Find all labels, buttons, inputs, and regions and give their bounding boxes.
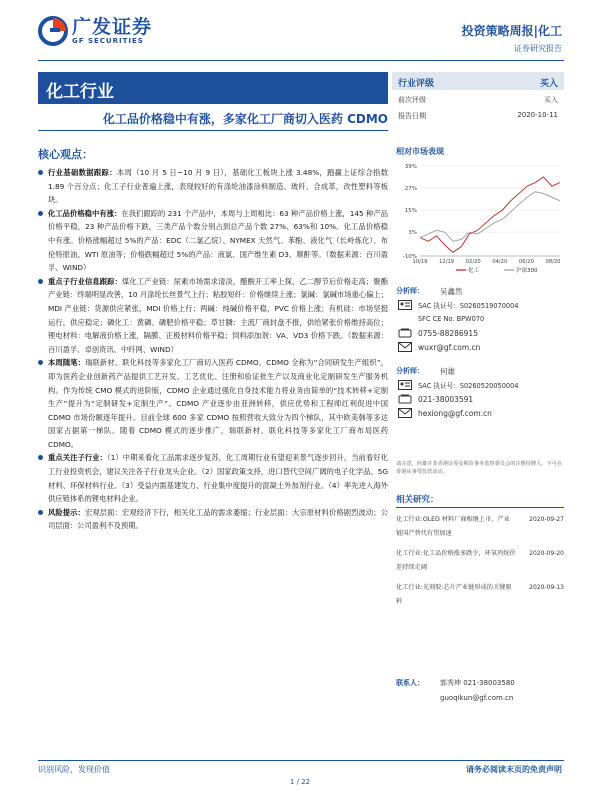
report-date-label: 报告日期 [398, 112, 426, 120]
industry-title: 化工行业 [38, 72, 388, 104]
y-tick-label: 3% [408, 230, 417, 237]
paragraph-risk [38, 506, 388, 533]
logo-cn: 广发证券 [72, 16, 153, 38]
rating-value: 买入 [539, 79, 558, 89]
bullet-icon [38, 170, 43, 175]
analyst-1 [396, 284, 564, 354]
y-tick-label: 39% [404, 164, 417, 170]
x-tick-label: 12/19 [439, 259, 455, 265]
bullet-icon [38, 211, 43, 216]
legend-label: 化工 [468, 268, 480, 274]
paragraph-subindustry [38, 275, 388, 357]
email-icon [398, 342, 412, 352]
bullet-icon [38, 279, 43, 284]
para-text: 瑞联新材、联化科技等多家化工厂商切入医药 CDMO。CDMO 全称为“合同研发生产组织”，即为医药企业创新药产品提供工艺开发、工艺优化、注册和验证批生产以及商业化定制研发生产服务机构。作为传统 CMO 模式的进阶版，CDMO 企业通过强化自身技术能力将业务由简单的“技术转移+定制生产”提升为“定制研发+定制生产”。CDMO 产业逐步由亚洲转移，供应优势和工程师红利促进中国 CDMO 市场份额逐年提升。目前全球 600 多家 CDMO 按照营收大致分为四个梯队，其中欧美韩等多达国家占据第一梯队。随着 CDMO 模式的逐步推广，瑞联新材、联化科技等多家化工厂商布局医药 CDMO。 [48, 358, 389, 449]
prev-rating-value: 买入 [544, 96, 558, 104]
analyst-phone: 0755-88286915 [418, 328, 478, 338]
contact-label: 联系人： [396, 678, 424, 687]
related-item-text: 化工行业:光刻胶:芯片产业链形成的关键原料 [396, 584, 512, 605]
phone-icon [398, 328, 412, 338]
report-subtitle: 证券研究报告 [514, 44, 562, 53]
related-item-date: 2020-09-13 [529, 584, 564, 591]
analyst-email[interactable]: wuxr@gf.com.cn [418, 342, 481, 352]
footer-disclaimer: 请务必阅读末页的免责声明 [466, 765, 562, 774]
x-tick-label: 08/20 [545, 259, 561, 265]
related-item-date: 2020-09-20 [529, 550, 564, 557]
related-divider [396, 507, 564, 508]
main-column [38, 166, 388, 533]
para-lead: 化工品价格稳中有涨： [48, 208, 122, 218]
analyst-label: 分析师： [396, 287, 424, 295]
footer-divider [38, 760, 564, 761]
header-divider [38, 60, 564, 61]
para-text: 宏观层面：宏观经济下行，相关化工品的需求萎缩；行业层面：大宗原材料价格剧烈波动；公司层面：公司盈利不及预期。 [48, 507, 388, 531]
related-item-date: 2020-09-27 [529, 516, 564, 523]
x-tick-label: 10/19 [412, 259, 428, 265]
page-number: 1 / 22 [289, 778, 311, 786]
analyst-sac: SAC 执证号：S0260519070004 [418, 302, 519, 310]
footer-slogan: 识别风险，发现价值 [38, 765, 110, 774]
analyst-name: 何雄 [440, 366, 455, 376]
x-tick-label: 06/20 [518, 259, 534, 265]
paragraph-price [38, 207, 388, 275]
blank-icon [398, 314, 412, 324]
title-divider [38, 130, 388, 131]
contact-value: 郭秀坤 021-38003580 [440, 678, 515, 687]
phone-icon [398, 394, 412, 404]
related-item[interactable] [396, 547, 564, 575]
analyst-2 [396, 364, 564, 420]
para-lead: 风险提示： [48, 507, 85, 517]
para-lead: 行业基础数据跟踪： [48, 168, 117, 177]
paragraph-focus [38, 451, 388, 505]
series-line-chemical [420, 177, 560, 252]
logo-en: GF SECURITIES [72, 37, 144, 45]
x-tick-label: 04/20 [492, 259, 508, 265]
para-lead: 本周随笔： [48, 358, 86, 368]
legend-label: 沪深300 [516, 268, 538, 274]
series-line-hs300 [420, 192, 560, 242]
analyst-sac: SAC 执证号：S0260520050004 [418, 382, 519, 390]
disclaimer-note: 请注意，何雄并非香港证券及期货事务监察委员会的注册持牌人，不可在香港从事受监管活动。 [396, 461, 563, 475]
para-text: （1）中期来看化工品需求逐步复苏，化工周期行业有望迎来景气逐步回升，当前看好化工行业投资机会，建议关注各子行业龙头企业。（2）国家政策支持，进口替代空间广阔的电子化学品、5G 材料、环保材料行业。（3）受益内需基建发力、行业集中度提升的混凝土外加剂行业。（4）率先进入海外供应链体系的锂电材料企业。 [48, 453, 389, 504]
para-lead: 重点关注子行业： [48, 453, 107, 463]
para-lead: 重点子行业信息跟踪： [48, 276, 122, 286]
para-text: 在我们跟踪的 231 个产品中，本周与上周相比：63 种产品价格上涨，145 种产品价格平稳，23 种产品价格下跌，三类产品个数分别占到总产品个数 27%、63%和 10%。化工品价格稳中有涨。价格涨幅超过 5%的产品：EDC（二氯乙烷）、NYMEX 天然气、苯酚、液化气（长岭炼化）、布伦特原油、WTI 原油等；价格跌幅超过 5%的产品：液氯、国产维生素 D3、顺酐等。（数据来源：百川盈孚、WIND） [48, 208, 389, 273]
y-tick-label: 27% [404, 186, 417, 193]
bullet-icon [38, 510, 43, 515]
bullet-icon [38, 360, 43, 365]
related-item[interactable] [396, 581, 564, 609]
email-icon [398, 408, 412, 418]
analyst-email[interactable]: hexiong@gf.com.cn [418, 408, 492, 418]
y-tick-label: 15% [404, 208, 417, 215]
report-title: 化工品价格稳中有涨，多家化工厂商切入医药 CDMO [102, 112, 388, 126]
rating-box [392, 72, 564, 122]
performance-title: 相对市场表现 [396, 147, 444, 156]
core-views-title: 核心观点： [38, 148, 93, 161]
report-type: 投资策略周报|化工 [461, 24, 562, 38]
related-research-title: 相关研究： [396, 495, 439, 505]
bullet-icon [38, 455, 43, 460]
contact-block [396, 675, 564, 705]
prev-rating-label: 前次评级 [398, 96, 426, 104]
analyst-name: 吴鑫然 [440, 286, 463, 296]
report-date-value: 2020-10-11 [517, 111, 558, 119]
related-item-text: 化工行业:OLED 材料厂商相继上市，产业链国产替代有望加速 [396, 516, 510, 537]
gf-logo-icon [38, 16, 68, 46]
paragraph-data-tracking [38, 166, 388, 207]
analyst-phone: 021-38003591 [418, 394, 474, 404]
y-tick-label: -10% [402, 254, 417, 260]
page-header [0, 0, 600, 62]
id-card-icon [398, 300, 412, 310]
logo [38, 16, 152, 46]
analyst-label: 分析师： [396, 367, 424, 375]
contact-email[interactable]: guoqikun@gf.com.cn [440, 693, 514, 702]
id-card-icon [398, 380, 412, 390]
analyst-sfc: SFC CE No. BPW070 [418, 315, 485, 323]
related-item-text: 化工行业:化工品价格涨多跌少，环氧丙烷价差持续走阔 [396, 550, 516, 571]
related-item[interactable] [396, 513, 564, 541]
paragraph-weekly-essay [38, 356, 388, 451]
performance-chart [396, 160, 564, 280]
rating-label: 行业评级 [398, 79, 435, 89]
para-text: 煤化工产业链：尿素市场需求清淡，醋酸开工率上探，乙二醇节后价格走高；聚酯产业链：终端明显改善，10 月涤纶长丝景气上行；粘胶短纤：价格继续上涨；氯碱：氯碱市场重心偏上；MDI 产业链：货源供应紧张，MDI 价格上行；两碱：纯碱价格平稳，PVC 价格上涨；有机硅：市场坚挺运行，供应稳定；磷化工：黄磷、磷肥价格平稳；草甘膦：主流厂商封盘不报，供给紧张价格维持高位；锂电材料：电解液价格上涨，隔膜、正极材料价格平稳；饲料添加剂：VA、VD3 价格下跌。（数据来源：百川盈孚、卓创资讯、中纤网、WIND） [48, 276, 389, 354]
x-tick-label: 02/20 [465, 259, 481, 265]
para-text: 本周（10 月 5 日~10 月 9 日），基础化工板块上涨 3.48%，跑赢上证综合指数 1.89 个百分点；化工子行业普遍上涨，表现较好的有涤纶油漆涂料制造、玻纤、合成革，改性塑料等板块。 [48, 168, 388, 205]
related-list [396, 513, 564, 615]
